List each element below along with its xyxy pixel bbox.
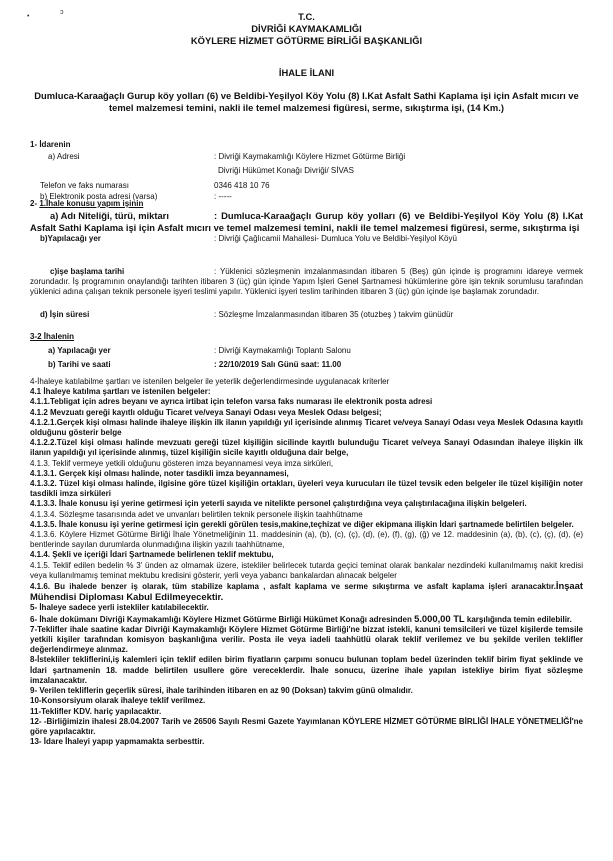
criteria-intro: 4-İhaleye katılabilme şartları ve istenilen belgeler ile yeterlik değerlendirmesinde uygulanacak kriterler <box>30 377 390 386</box>
duration-label: d) İşin süresi <box>40 310 90 319</box>
item-7: 7-Teklifler ihale saatine kadar Divriği Kaymakamlığı Köylere Hizmet Götürme Birliği'ne bizzat istekli, kanuni temsilcileri ve tüzel kişilerde temsile yetkili kişiler tarafından komisyon başkanlığına verilir. Posta ile veya iadeli taahhütlü olarak teklif verilemez ve bu şekilde verilen teklifler değerlendirmeye alınmaz. <box>30 624 583 655</box>
duration-block <box>30 310 583 321</box>
venue-value: : Divriği Kaymakamlığı Toplantı Salonu <box>214 346 351 356</box>
item-6: 6- İhale dokümanı Divriği Kaymakamlığı Köylere Hizmet Götürme Birliği Hükümet Konağı adresinden 5.000,00 TL karşılığında temin edilebilir. <box>30 612 572 624</box>
item-4-1-3-3: 4.1.3.3. İhale konusu işi yerine getirmesi için yeterli sayıda ve nitelikte personel çalıştırdığına veya çalıştırılacağına ilişkin belgeleri. <box>30 499 527 509</box>
item-4-1-3-4: 4.1.3.4. Sözleşme tasarısında adet ve unvanları belirtilen teknik personele ilişkin taahhütname <box>30 509 363 519</box>
item-13: 13- İdare İhaleyi yapıp yapmamakta serbesttir. <box>30 737 205 747</box>
item-4-1-2-1: 4.1.2.1.Gerçek kişi olması halinde ihaleye ilişkin ilk ilanın yapıldığı yıl içerisinde alınmış Ticaret ve/veya Sanayi Odası veya Meslek Odasına kayıtlı olduğunu gösterir belge <box>30 417 583 438</box>
phone-value: 0346 418 10 76 <box>214 181 270 191</box>
item-4-1-3-5: 4.1.3.5. İhale konusu işi yerine getirmesi için gerekli görülen tesis,makine,teçhizat ve diğer ekipmana ilişkin İdari şartnamede belirtilen belgeler. <box>30 519 574 529</box>
section-2-heading: 2- 1.İhale konusu yapım işinin <box>30 199 144 208</box>
item-11: 11-Teklifler KDV. hariç yapılacaktır. <box>30 706 162 716</box>
item-4-1-1: 4.1.1.Tebligat için adres beyanı ve ayrıca irtibat için telefon varsa faks numarası ile elektronik posta adresi <box>30 397 433 407</box>
header-line-tc: T.C. <box>298 11 315 22</box>
place-label: b)Yapılacağı yer <box>40 234 101 244</box>
criteria-list <box>30 377 583 747</box>
header-line-birlik: KÖYLERE HİZMET GÖTÜRME BİRLİĞİ BAŞKANLIĞI <box>190 35 423 46</box>
address-label: a) Adresi <box>48 152 80 162</box>
document-fee: 5.000,00 TL <box>414 612 465 624</box>
place-value: : Divriği Çağlıcamii Mahallesi- Dumluca Yolu ve Beldibi-Yeşilyol Köyü <box>214 234 457 244</box>
venue-label: a) Yapılacağı yer <box>48 346 111 356</box>
item-9: 9- Verilen tekliflerin geçerlik süresi, ihale tarihinden itibaren en az 90 (Doksan) takvim günü olmalıdır. <box>30 686 413 696</box>
date-label: b) Tarihi ve saati <box>48 359 111 369</box>
letterhead <box>30 11 583 47</box>
nature-value: : Dumluca-Karaağaçlı Gurup köy yolları (6) ve Beldibi-Yeşilyol Köy Yolu (8) I.Kat Asfalt Sathi Kaplama işi için Asfalt mıcırı ve temel malzemesi temini, nakli ile temel malzemesi figüresi, serme, sıkıştırma işi <box>30 210 583 233</box>
item-10: 10-Konsorsiyum olarak ihaleye teklif verilmez. <box>30 696 206 706</box>
section-3-2 <box>30 332 583 370</box>
item-4-1-3-2: 4.1.3.2. Tüzel kişi olması halinde, ilgisine göre tüzel kişiliğin ortakları, üyeleri veya kurucuları ile tüzel tevsik eden belgeler ile tüzel kişiliğin noter tasdikli imza sirküleri <box>30 479 583 499</box>
item-4-1-3-1: 4.1.3.1. Gerçek kişi olması halinde, noter tasdikli imza beyannamesi, <box>30 468 289 478</box>
duration-value: : Sözleşme İmzalanmasından itibaren 35 (otuzbeş ) takvim günüdür <box>214 310 454 319</box>
item-4-1-3-6: 4.1.3.6. Köylere Hizmet Götürme Birliği İhale Yönetmeliğinin 11. maddesinin (a), (b), (c), (ç), (d), (e), (f), (g), (ğ) ve 12. maddesinin (a), (b), (c), (ç), (d), (e) bentlerinde sayılan durumlarda olunmadığına ilişkin yazılı taahhütname, <box>30 530 583 550</box>
section-2-heading-text: 1.İhale konusu yapım işinin <box>39 199 144 208</box>
corner-scribble-mark: ɔ <box>60 9 64 16</box>
item-4-1-4: 4.1.4. Şekli ve içeriği İdari Şartnamede belirlenen teklif mektubu, <box>30 550 274 560</box>
email-label: b) Elektronik posta adresi (varsa) <box>40 191 158 201</box>
nature-label: a) Adı Niteliği, türü, miktarı <box>50 210 169 222</box>
item-5: 5- İhaleye sadece yerli istekliler katılabilecektir. <box>30 603 209 613</box>
start-value: : Yüklenici sözleşmenin imzalanmasından itibaren 5 (Beş) gün içinde iş programını idareye vermek zorundadır. İş programının onaylandığı tarihten itibaren 3 (üç) gün içinde Yapım İşleri Genel Şartnamesi hükümlerine göre işin teknik sorumlusu tarafından yüklenici adına çalışan teknik personele işyeri teslimi yapılır. Yüklenici işyeri teslim tarihinden itibaren 3 (üç) gün içinde işe başlamak zorundadır. <box>30 267 583 297</box>
item-8: 8-İstekliler tekliflerini,iş kalemleri için teklif edilen birim fiyatların çarpımı sonucu bulunan toplam bedel üzerinden teklif birim fiyat şeklinde ve İdari şartnamenin 18. madde belirtilen usullere göre vereceklerdir. İhale sonucu, üzerine ihale yapılan istekliye birim fiyat sözleşme imzalanacaktır. <box>30 655 583 685</box>
section-1-heading: 1- İdarenin <box>30 140 71 149</box>
address-value-2: Divriği Hükümet Konağı Divriği/ SİVAS <box>218 165 354 175</box>
header-line-kaymakamlik: DİVRİĞİ KAYMAKAMLIĞI <box>251 23 362 34</box>
section-3-2-heading: 3-2 İhalenin <box>30 332 75 341</box>
address-value-1: : Divriği Kaymakamlığı Köylere Hizmet Götürme Birliği <box>214 152 406 162</box>
email-value: : ----- <box>214 191 232 201</box>
start-block <box>30 267 583 298</box>
project-title: Dumluca-Karaağaçlı Gurup köy yolları (6) ve Beldibi-Yeşilyol Köy Yolu (8) I.Kat Asfalt Sathi Kaplama işi için Asfalt mıcırı ve temel malzemesi temini, nakli ile temel malzemesi figüresi, serme, sıkıştırma işi, (14 Km.) <box>34 90 579 113</box>
section-1 <box>30 140 583 202</box>
date-value: : 22/10/2019 Salı Günü saat: 11.00 <box>214 359 342 369</box>
phone-label: Telefon ve faks numarası <box>40 181 129 191</box>
nature-block <box>30 210 583 233</box>
item-4-1-6: 4.1.6. Bu ihalede benzer iş olarak, tüm stabilize kaplama , asfalt kaplama ve serme sıkıştırma ve asfalt kaplama işleri aranacaktır.İnşaat Mühendisi Diploması Kabul Edilmeyecektir. <box>30 580 583 603</box>
start-label: c)işe başlama tarihi <box>50 267 125 276</box>
diploma-note: İnşaat Mühendisi Diploması Kabul Edilmeyecektir. <box>30 580 583 603</box>
item-12: 12- -Birliğimizin ihalesi 28.04.2007 Tarih ve 26506 Sayılı Resmi Gazete Yayımlanan KÖYLERE HİZMET GÖTÜRME BİRLİĞİ İHALE YÖNETMELİĞİ'ne göre yapılacaktır. <box>30 716 583 736</box>
item-4-1-3: 4.1.3. Teklif vermeye yetkili olduğunu gösteren imza beyannamesi veya imza sirküleri, <box>30 458 334 468</box>
section-2 <box>30 199 583 245</box>
item-4-1: 4.1 İhaleye katılma şartları ve istenilen belgeler: <box>30 387 211 397</box>
corner-dot-mark: • <box>27 13 30 20</box>
announcement-title: İHALE İLANI <box>278 67 335 78</box>
item-4-1-2-2: 4.1.2.2.Tüzel kişi olması halinde mevzuatı gereği tüzel kişiliğin sicilinde kayıtlı bulunduğu Ticaret ve/veya Sanayi Odasından ihaleye ilişkin ilk ilanın yapıldığı yıl içerisinde alınmış, tüzel kişiliğin sicile kayıtlı olduğuna dair belge, <box>30 438 583 458</box>
item-4-1-2: 4.1.2 Mevzuatı gereği kayıtlı olduğu Ticaret ve/veya Sanayi Odası veya Meslek Odası belgesi; <box>30 407 382 417</box>
item-4-1-5: 4.1.5. Teklif edilen bedelin % 3' ünden az olmamak üzere, istekliler belirlecek tutarda geçici teminat olarak bankalar nezdindeki kullanılmamış nakit kredisi veya kullanılmamış teminat mektubu kredisini gösterir, yerli veya yabancı bankalardan alınacak belgeler <box>30 560 583 580</box>
